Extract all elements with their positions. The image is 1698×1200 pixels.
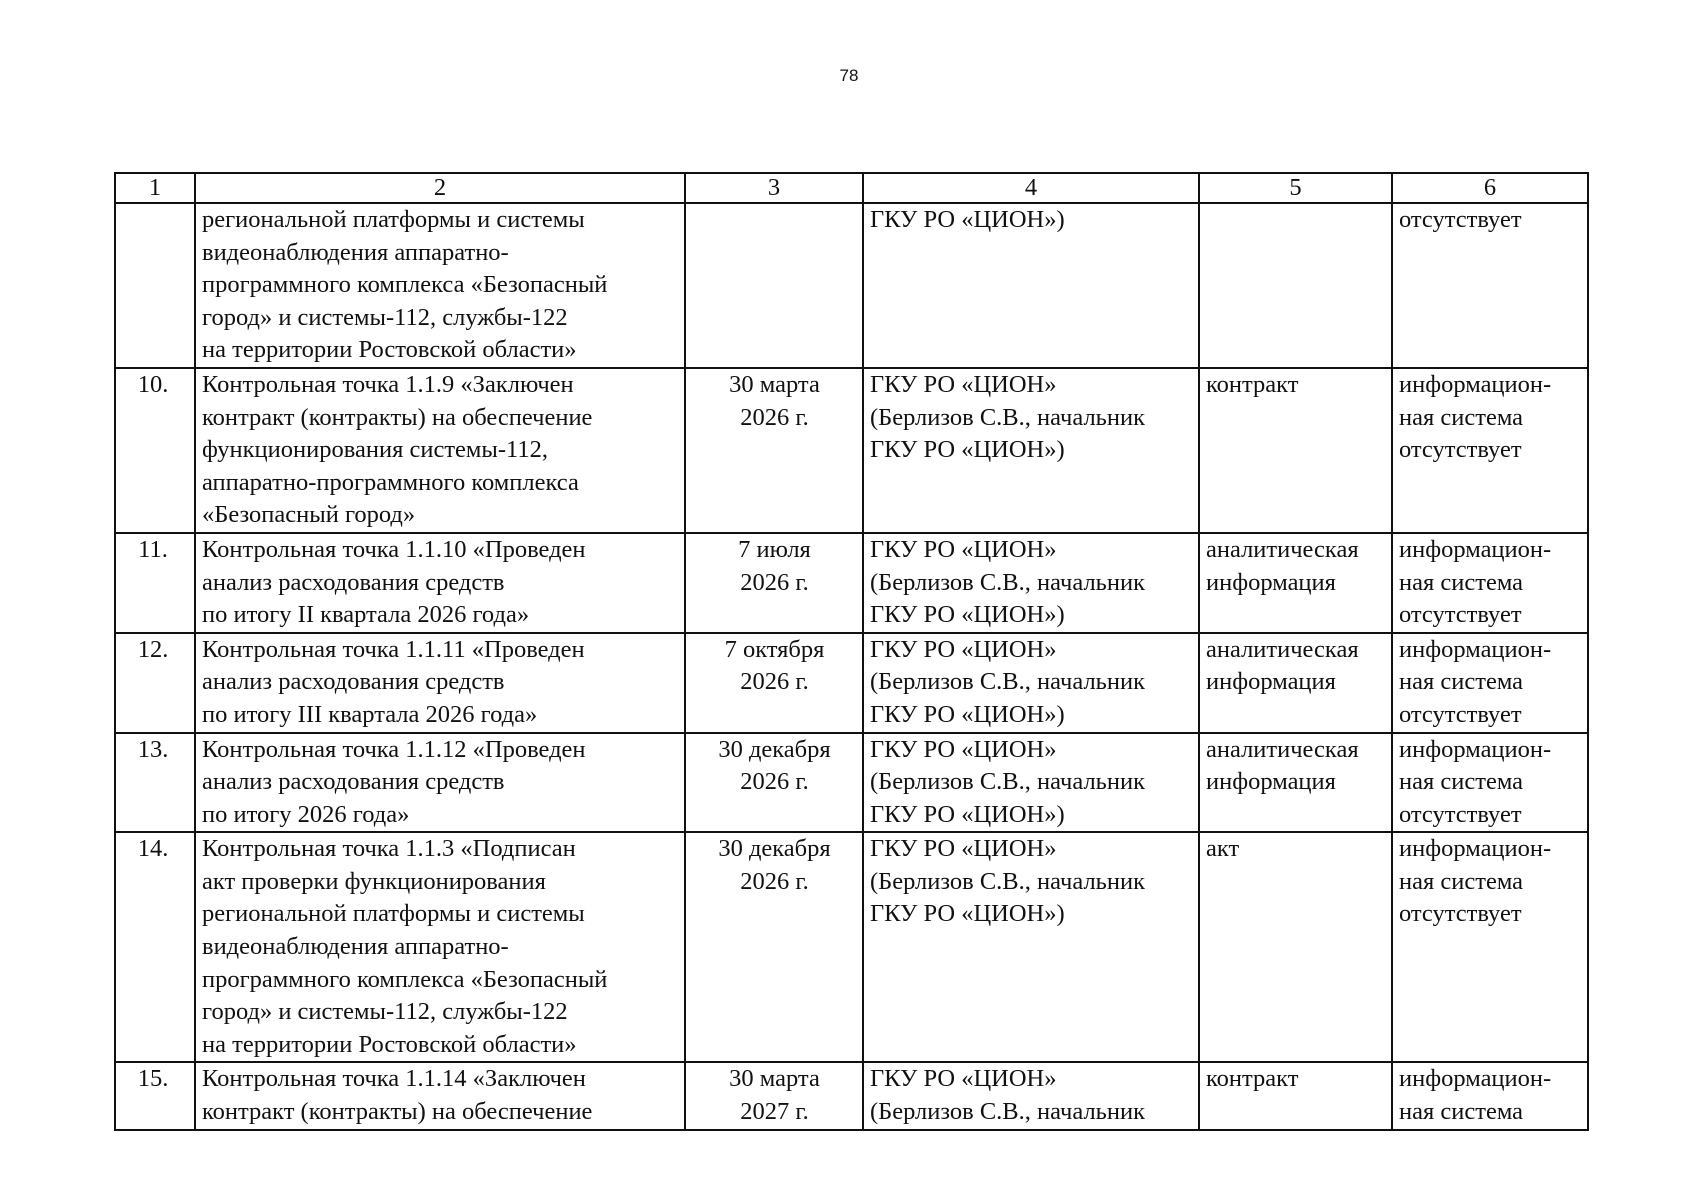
table-row [115, 832, 1588, 1062]
document-type-cell [1199, 832, 1392, 1062]
cell-line: ГКУ РО «ЦИОН») [870, 206, 1065, 233]
document-type-cell [1199, 368, 1392, 533]
cell-line: информацион- [1399, 635, 1552, 663]
page-number: 78 [839, 66, 859, 85]
cell-line: город» и системы-112, службы-122 [202, 303, 568, 331]
cell-line: контракт [1206, 1065, 1299, 1093]
cell-line: отсутствует [1399, 436, 1522, 464]
column-header: 3 [685, 173, 863, 203]
control-points-table [114, 172, 1589, 1131]
cell-line: акт [1206, 835, 1240, 863]
cell-line: на территории Ростовской области» [202, 336, 577, 364]
cell-line: ная система [1399, 768, 1524, 796]
description-cell [195, 533, 685, 633]
responsible-cell [863, 633, 1199, 733]
row-number-cell: 13. [115, 733, 195, 833]
information-system-cell [1392, 633, 1588, 733]
column-header: 6 [1392, 173, 1588, 203]
deadline-cell [685, 533, 863, 633]
column-header: 2 [195, 173, 685, 203]
table-row [115, 203, 1588, 368]
cell-line: Контрольная точка 1.1.10 «Проведен [202, 535, 586, 563]
cell-line: 2026 г. [740, 768, 809, 796]
cell-line: «Безопасный город» [202, 501, 416, 529]
column-header: 5 [1199, 173, 1392, 203]
cell-line: информация [1206, 668, 1336, 696]
information-system-cell [1392, 533, 1588, 633]
column-header: 1 [115, 173, 195, 203]
information-system-cell [1392, 368, 1588, 533]
responsible-cell [863, 368, 1199, 533]
cell-line: 2026 г. [740, 568, 809, 596]
cell-line: аналитическая [1206, 535, 1359, 563]
description-cell [195, 733, 685, 833]
table-row [115, 533, 1588, 633]
cell-line: (Берлизов С.В., начальник [870, 403, 1145, 431]
cell-line: информацион- [1399, 835, 1552, 863]
responsible-cell [863, 203, 1199, 368]
row-number-cell: 15. [115, 1062, 195, 1129]
cell-line: 2027 г. [740, 1098, 809, 1126]
document-type-cell [1199, 533, 1392, 633]
deadline-cell [685, 1062, 863, 1129]
table-row [115, 1062, 1588, 1129]
cell-line: функционирования системы-112, [202, 436, 548, 464]
information-system-cell [1392, 203, 1588, 368]
row-number-cell [115, 203, 195, 368]
responsible-cell [863, 1062, 1199, 1129]
document-type-cell [1199, 633, 1392, 733]
cell-line: ГКУ РО «ЦИОН») [870, 436, 1065, 464]
cell-line: контракт (контракты) на обеспечение [202, 403, 593, 431]
cell-line: 7 июля [738, 535, 811, 563]
cell-line: контракт (контракты) на обеспечение [202, 1098, 593, 1126]
cell-line: анализ расходования средств [202, 568, 505, 596]
description-cell [195, 368, 685, 533]
cell-line: информацион- [1399, 1065, 1552, 1093]
cell-line: по итогу III квартала 2026 года» [202, 700, 538, 728]
cell-line: (Берлизов С.В., начальник [870, 768, 1145, 796]
deadline-cell [685, 733, 863, 833]
cell-line: ная система [1399, 668, 1524, 696]
cell-line: ная система [1399, 568, 1524, 596]
cell-line: ная система [1399, 1098, 1524, 1126]
row-number-cell: 14. [115, 832, 195, 1062]
document-type-cell [1199, 203, 1392, 368]
cell-line: ГКУ РО «ЦИОН» [870, 835, 1057, 863]
information-system-cell [1392, 1062, 1588, 1129]
cell-line: на территории Ростовской области» [202, 1030, 577, 1058]
responsible-cell [863, 832, 1199, 1062]
cell-line: информацион- [1399, 535, 1552, 563]
cell-line: аналитическая [1206, 635, 1359, 663]
document-type-cell [1199, 1062, 1392, 1129]
table-row [115, 368, 1588, 533]
cell-line: отсутствует [1399, 700, 1522, 728]
cell-line: информация [1206, 768, 1336, 796]
cell-line: Контрольная точка 1.1.11 «Проведен [202, 635, 585, 663]
cell-line: 30 марта [729, 1065, 820, 1093]
row-number-cell: 11. [115, 533, 195, 633]
deadline-cell [685, 368, 863, 533]
cell-line: 2026 г. [740, 668, 809, 696]
information-system-cell [1392, 832, 1588, 1062]
cell-line: 30 декабря [718, 835, 831, 863]
cell-line: информация [1206, 568, 1336, 596]
cell-line: региональной платформы и системы [202, 900, 585, 928]
cell-line: отсутствует [1399, 800, 1522, 828]
cell-line: 30 марта [729, 370, 820, 398]
cell-line: аппаратно-программного комплекса [202, 468, 579, 496]
cell-line: Контрольная точка 1.1.3 «Подписан [202, 835, 576, 863]
row-number-cell: 12. [115, 633, 195, 733]
cell-line: 2026 г. [740, 403, 809, 431]
row-number-cell: 10. [115, 368, 195, 533]
information-system-cell [1392, 733, 1588, 833]
table-body [115, 173, 1588, 1130]
deadline-cell [685, 203, 863, 368]
cell-line: видеонаблюдения аппаратно- [202, 238, 509, 266]
cell-line: (Берлизов С.В., начальник [870, 867, 1145, 895]
cell-line: контракт [1206, 370, 1299, 398]
cell-line: ГКУ РО «ЦИОН» [870, 735, 1057, 763]
cell-line: ная система [1399, 403, 1524, 431]
document-type-cell [1199, 733, 1392, 833]
cell-line: Контрольная точка 1.1.9 «Заключен [202, 370, 574, 398]
cell-line: город» и системы-112, службы-122 [202, 998, 568, 1026]
cell-line: по итогу II квартала 2026 года» [202, 601, 530, 629]
cell-line: отсутствует [1399, 601, 1522, 629]
cell-line: ГКУ РО «ЦИОН») [870, 800, 1065, 828]
cell-line: ГКУ РО «ЦИОН» [870, 535, 1057, 563]
table-row [115, 733, 1588, 833]
cell-line: отсутствует [1399, 900, 1522, 928]
deadline-cell [685, 832, 863, 1062]
description-cell [195, 1062, 685, 1129]
cell-line: видеонаблюдения аппаратно- [202, 933, 509, 961]
cell-line: информацион- [1399, 735, 1552, 763]
cell-line: (Берлизов С.В., начальник [870, 668, 1145, 696]
cell-line: ГКУ РО «ЦИОН» [870, 635, 1057, 663]
cell-line: 30 декабря [718, 735, 831, 763]
cell-line: программного комплекса «Безопасный [202, 965, 608, 993]
cell-line: отсутствует [1399, 206, 1522, 233]
responsible-cell [863, 533, 1199, 633]
cell-line: акт проверки функционирования [202, 867, 546, 895]
cell-line: Контрольная точка 1.1.14 «Заключен [202, 1065, 586, 1093]
cell-line: региональной платформы и системы [202, 206, 585, 233]
cell-line: (Берлизов С.В., начальник [870, 568, 1145, 596]
description-cell [195, 203, 685, 368]
description-cell [195, 633, 685, 733]
description-cell [195, 832, 685, 1062]
column-header: 4 [863, 173, 1199, 203]
cell-line: аналитическая [1206, 735, 1359, 763]
deadline-cell [685, 633, 863, 733]
cell-line: 7 октября [724, 635, 825, 663]
table-header-row [115, 173, 1588, 203]
cell-line: ная система [1399, 867, 1524, 895]
cell-line: 2026 г. [740, 867, 809, 895]
cell-line: ГКУ РО «ЦИОН» [870, 1065, 1057, 1093]
cell-line: анализ расходования средств [202, 668, 505, 696]
cell-line: ГКУ РО «ЦИОН») [870, 900, 1065, 928]
cell-line: (Берлизов С.В., начальник [870, 1098, 1145, 1126]
responsible-cell [863, 733, 1199, 833]
cell-line: ГКУ РО «ЦИОН» [870, 370, 1057, 398]
cell-line: по итогу 2026 года» [202, 800, 410, 828]
cell-line: ГКУ РО «ЦИОН») [870, 700, 1065, 728]
cell-line: информацион- [1399, 370, 1552, 398]
cell-line: ГКУ РО «ЦИОН») [870, 601, 1065, 629]
table-row [115, 633, 1588, 733]
cell-line: анализ расходования средств [202, 768, 505, 796]
cell-line: программного комплекса «Безопасный [202, 271, 608, 299]
cell-line: Контрольная точка 1.1.12 «Проведен [202, 735, 586, 763]
